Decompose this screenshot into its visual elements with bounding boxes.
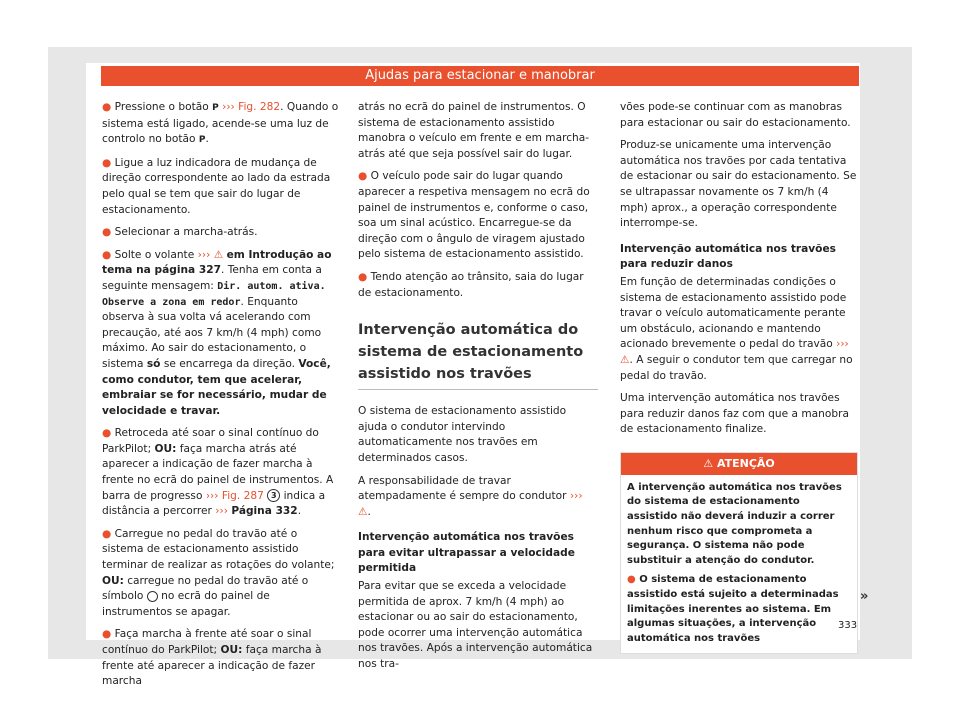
warning-icon: ⚠ [703, 456, 714, 470]
bullet-icon: ● [358, 170, 368, 183]
warning-body [621, 475, 857, 654]
column-2 [358, 100, 598, 680]
column-3 [620, 100, 858, 654]
warning-icon: ⚠ [358, 505, 368, 518]
step-press-button: ● Pressione o botão P ››› Fig. 282. Quando o sistema está ligado, acende-se uma luz de controlo no botão P. [102, 101, 339, 146]
paragraph: O sistema de estacionamento assistido ajuda o condutor intervindo automaticamente nos travões em determinados casos. [358, 405, 567, 464]
page-link[interactable]: Página 332 [231, 505, 298, 518]
section-title: Intervenção automática do sistema de estacionamento assistido nos travões [358, 319, 598, 390]
step-release-wheel: ● Solte o volante ››› ⚠ em Introdução ao tema na página 327. Tenha em conta a seguinte mensagem: Dir. autom. ativa. Observe a zona em redor. Enquanto observa à sua volta vá acelerando com precaução, até aos 7 km/h (4 mph) como máximo. Ao sair do estacionamento, o sistema só se encarrega da direção. Você, como condutor, tem que acelerar, embraiar se for necessário, mudar de velocidade e travar. [102, 248, 332, 417]
step-leave-space: ● Tendo atenção ao trânsito, saia do lugar de estacionamento. [358, 270, 584, 299]
warning-box [620, 452, 858, 655]
page-header: Ajudas para estacionar e manobrar [101, 66, 859, 86]
bullet-icon: ● [102, 156, 112, 169]
paragraph: Para evitar que se exceda a velocidade permitida de aprox. 7 km/h (4 mph) ao estacionar ou ao sair do estacionamento, pode ocorrer uma intervenção automática nos travões. Após a intervenção automática nos tra- [358, 580, 593, 671]
warning-text: A intervenção automática nos travões do sistema de estacionamento assistido não deverá induzir a correr nenhum risco que comprometa a segurança. O sistema não pode substituir a atenção do condutor. [627, 481, 842, 566]
steering-symbol-icon [147, 591, 158, 602]
subheading: Intervenção automática nos travões para evitar ultrapassar a velocidade permitida [358, 531, 575, 575]
intro-link[interactable]: em Introdução ao tema na página 327 [102, 248, 332, 277]
step-brake: ● Carregue no pedal do travão até o sistema de estacionamento assistido terminar de realizar as rotações do volante; OU: carregue no pedal do travão até o símbolo no ecrã do painel de instrumentos se apagar. [102, 527, 335, 618]
display-message: Dir. autom. ativa. Observe a zona em redor [102, 280, 326, 308]
bullet-icon: ● [102, 248, 112, 261]
paragraph: Uma intervenção automática nos travões para reduzir danos faz com que a manobra de estacionamento finalize. [620, 392, 849, 436]
continue-arrow-icon: » [860, 589, 869, 604]
warning-item: ● O sistema de estacionamento assistido está sujeito a determinadas limitações inerentes ao sistema. Em algumas situações, a intervenção automática nos travões [627, 574, 839, 644]
figure-link[interactable]: Fig. 287 [221, 489, 264, 502]
subheading: Intervenção automática nos travões para reduzir danos [620, 242, 836, 271]
step-reverse-until-signal: ● Retroceda até soar o sinal contínuo do ParkPilot; OU: faça marcha atrás até aparecer a indicação de fazer marcha à frente no ecrã do painel de instrumentos. A barra de progresso ››› Fig. 287 3 indica a distância a percorrer ››› Página 332. [102, 427, 334, 518]
paragraph: Em função de determinadas condições o sistema de estacionamento assistido pode travar o veículo automaticamente perante um obstáculo, acionando e mantendo acionado brevemente o pedal do travão ››› ⚠. A seguir o condutor tem que carregar no pedal do travão. [620, 275, 853, 382]
bullet-icon: ● [102, 427, 112, 440]
callout-number: 3 [267, 489, 280, 502]
step-turn-signal: ● Ligue a luz indicadora de mudança de direção correspondente ao lado da estrada pelo qual se tem que sair do lugar de estacionamento. [102, 156, 331, 216]
park-button-icon: P [198, 135, 206, 146]
paragraph: vões pode-se continuar com as manobras para estacionar ou sair do estacionamento. [620, 101, 851, 129]
park-button-icon: P [212, 103, 219, 113]
bullet-icon: ● [102, 527, 112, 540]
step-exit-message: ● O veículo pode sair do lugar quando aparecer a respetiva mensagem no ecrã do painel de instrumentos e, conforme o caso, soa um sinal acústico. Encarregue-se da direção com o ângulo de viragem ajustado pelo sistema de estacionamento assistido. [358, 170, 590, 261]
bullet-icon: ● [102, 226, 112, 239]
figure-link[interactable]: Fig. 282 [238, 101, 281, 113]
step-reverse-gear: ● Selecionar a marcha-atrás. [102, 226, 258, 239]
paragraph: A responsabilidade de travar atempadamente é sempre do condutor ››› ⚠. [358, 474, 583, 518]
bullet-icon: ● [102, 101, 112, 113]
warning-header: ⚠ ATENÇÃO [621, 453, 857, 475]
paragraph: atrás no ecrã do painel de instrumentos. O sistema de estacionamento assistido manobra o veículo em frente e em marcha-atrás até que seja possível sair do lugar. [358, 101, 590, 160]
page-number: 333 [838, 620, 858, 631]
bullet-icon: ● [627, 574, 636, 586]
bullet-icon: ● [358, 270, 368, 283]
column-1 [102, 100, 340, 697]
paragraph: Produz-se unicamente uma intervenção automática nos travões por cada tentativa de estacionar ou sair do estacionamento. Se se ultrapassar novamente os 7 km/h (4 mph) aprox., a operação correspondente interrompe-se. [620, 139, 857, 230]
bullet-icon: ● [102, 628, 112, 641]
warning-icon: ⚠ [213, 248, 224, 261]
warning-icon: ⚠ [620, 353, 630, 366]
step-forward: ● Faça marcha à frente até soar o sinal contínuo do ParkPilot; OU: faça marcha à frente até aparecer a indicação de fazer marcha [102, 628, 322, 688]
